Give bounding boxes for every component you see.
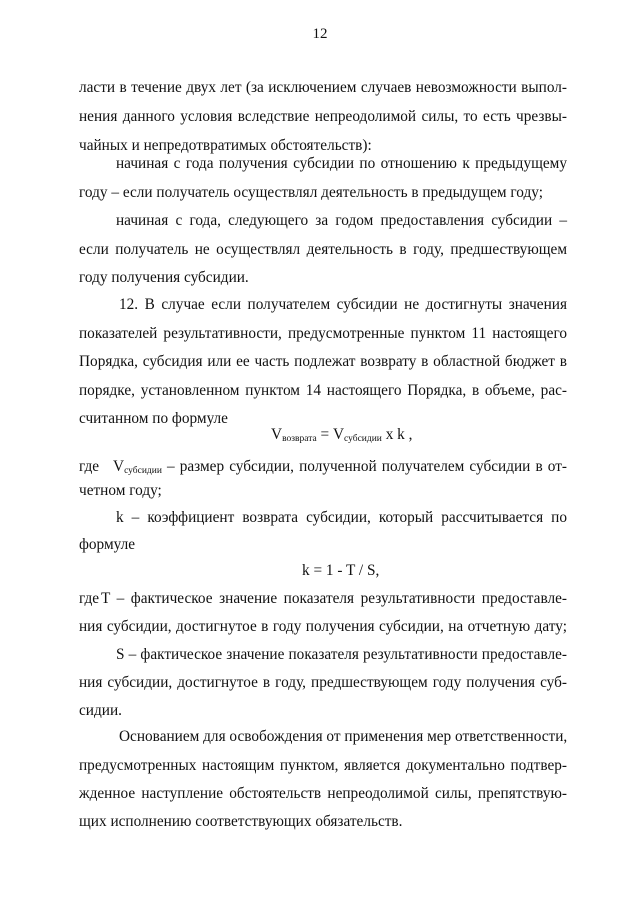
text-line: предусмотренных настоящим пунктом, является документально подтвер- <box>79 757 567 774</box>
text-line: где T – фактическое значение показателя результативности предоставле- <box>79 590 567 607</box>
text-line: ния субсидии, достигнутое в году получения субсидии, на отчетную дату; <box>79 618 567 635</box>
text-line: если получатель не осуществлял деятельность в году, предшествующем <box>79 241 567 258</box>
text-line: году получения субсидии. <box>79 269 249 286</box>
page-number: 12 <box>312 26 328 42</box>
formula-coefficient: k = 1 - T / S, <box>302 562 380 579</box>
formula-return: $V_{возврата} = V_{субсидии}$ x k , <box>271 426 413 444</box>
text-line: начиная с года, следующего за годом предоставления субсидии – <box>116 212 567 229</box>
text-line: ласти в течение двух лет (за исключением случаев невозможности выпол- <box>79 79 567 96</box>
text-line: порядке, установленном пунктом 14 настоящего Порядка, в объеме, рас- <box>79 382 567 399</box>
text-line: формуле <box>79 536 136 553</box>
text-line: году – если получатель осуществлял деятельность в предыдущем году; <box>79 184 543 201</box>
text-line: показателей результативности, предусмотренные пунктом 11 настоящего <box>79 325 567 342</box>
text-line: Основанием для освобождения от применения мер ответственности, <box>119 728 568 745</box>
text-line: ния субсидии, достигнутое в году, предшествующем году получения суб- <box>79 674 567 691</box>
text-line: нения данного условия вследствие непреодолимой силы, то есть чрезвы- <box>79 108 567 125</box>
text-line: где $V_{субсидии}$ – размер субсидии, полученной получателем субсидии в от- <box>79 458 567 476</box>
text-line: жденное наступление обстоятельств непреодолимой силы, препятствую- <box>79 785 567 802</box>
text-line: щих исполнению соответствующих обязательств. <box>79 813 403 830</box>
text-line: 12. В случае если получателем субсидии не достигнуты значения <box>119 296 567 313</box>
text-line: S – фактическое значение показателя результативности предоставле- <box>116 646 567 663</box>
text-line: k – коэффициент возврата субсидии, который рассчитывается по <box>116 509 567 526</box>
text-line: считанном по формуле <box>79 410 228 427</box>
text-line: чайных и непредотвратимых обстоятельств): <box>79 137 372 154</box>
text-line: сидии. <box>79 702 122 719</box>
text-line: начиная с года получения субсидии по отношению к предыдущему <box>116 155 567 172</box>
text-line: четном году; <box>79 482 162 499</box>
text-line: Порядка, субсидия или ее часть подлежат возврату в областной бюджет в <box>79 353 567 370</box>
